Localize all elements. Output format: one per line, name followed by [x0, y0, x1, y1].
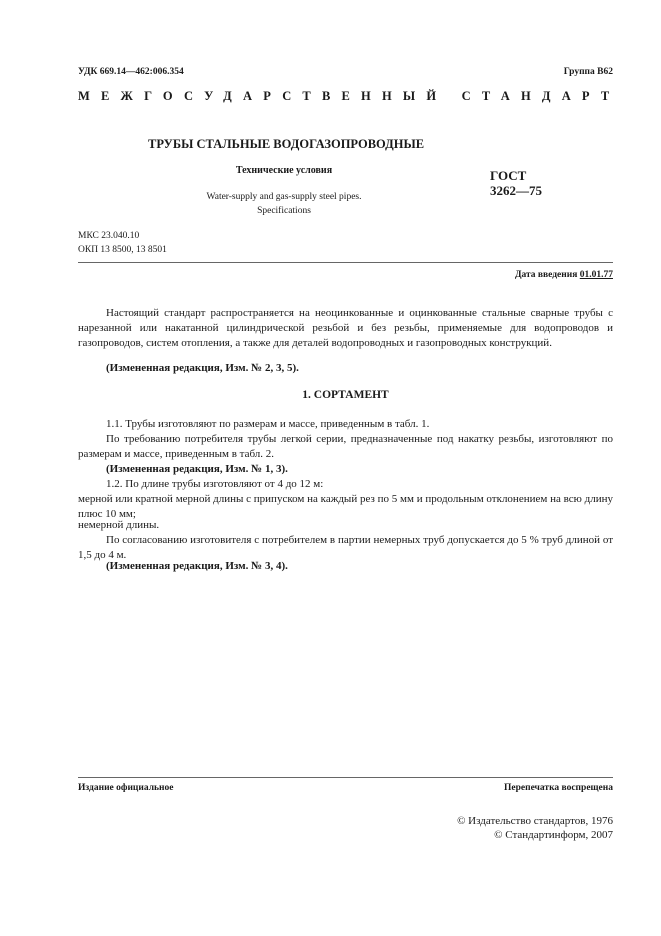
- udk-code: УДК 669.14—462:006.354: [78, 67, 184, 77]
- intro-date-label: Дата введения: [514, 270, 580, 280]
- clause-1-1: 1.1. Трубы изготовляют по размерам и массе, приведенным в табл. 1.: [106, 418, 430, 430]
- copyright-line-2: © Стандартинформ, 2007: [494, 829, 613, 841]
- header-divider: [78, 262, 613, 263]
- clause-1-1-light-series: По требованию потребителя трубы легкой серии, предназначенные под накатку резьбы, изготовляют по размерам и массе, приведенным в табл. 2.: [78, 433, 613, 461]
- english-title-line-2: Specifications: [257, 206, 311, 216]
- clause-1-2: 1.2. По длине трубы изготовляют от 4 до 12 м:: [106, 478, 324, 490]
- clause-1-2-agreement: По согласованию изготовителя с потребителем в партии немерных труб допускается до 5 % труб длиной от 1,5 до 4 м.: [78, 534, 613, 562]
- reprint-prohibited-label: Перепечатка воспрещена: [503, 783, 613, 793]
- document-title: ТРУБЫ СТАЛЬНЫЕ ВОДОГАЗОПРОВОДНЫЕ: [148, 137, 425, 151]
- official-edition-label: Издание официальное: [78, 783, 174, 793]
- amendment-note: (Измененная редакция, Изм. № 1, 3).: [106, 463, 288, 475]
- footer-divider: [78, 777, 613, 778]
- gost-number: 3262—75: [490, 183, 542, 198]
- scope-paragraph: Настоящий стандарт распространяется на неоцинкованные и оцинкованные стальные сварные трубы с нарезанной или накатанной цилиндрической резьбой и без резьбы, применяемые для водопроводов и газопроводов, систем отопления, а также для деталей водопроводных и газопроводных конструкций.: [78, 307, 613, 350]
- clause-1-2-unmeasured-length: немерной длины.: [78, 519, 160, 531]
- mks-code: МКС 23.040.10: [78, 231, 140, 241]
- intro-date-value: 01.01.77: [579, 270, 613, 280]
- amendment-note: (Измененная редакция, Изм. № 2, 3, 5).: [106, 362, 299, 374]
- okp-code: ОКП 13 8500, 13 8501: [78, 245, 167, 255]
- section-heading: 1. СОРТАМЕНТ: [302, 389, 389, 401]
- copyright-line-1: © Издательство стандартов, 1976: [457, 815, 613, 827]
- group-code: Группа В62: [563, 67, 613, 77]
- document-subtitle: Технические условия: [235, 165, 333, 176]
- intro-date: [515, 270, 613, 280]
- amendment-note: (Измененная редакция, Изм. № 3, 4).: [106, 560, 288, 572]
- english-title-line-1: Water-supply and gas-supply steel pipes.: [206, 192, 362, 202]
- gost-label: ГОСТ: [490, 168, 527, 183]
- clause-1-2-measured-length: мерной или кратной мерной длины с припуском на каждый рез по 5 мм и продольным отклонением на всю длину плюс 10 мм;: [78, 493, 613, 521]
- interstate-standard-heading: МЕЖГОСУДАРСТВЕННЫЙ СТАНДАРТ: [78, 89, 621, 103]
